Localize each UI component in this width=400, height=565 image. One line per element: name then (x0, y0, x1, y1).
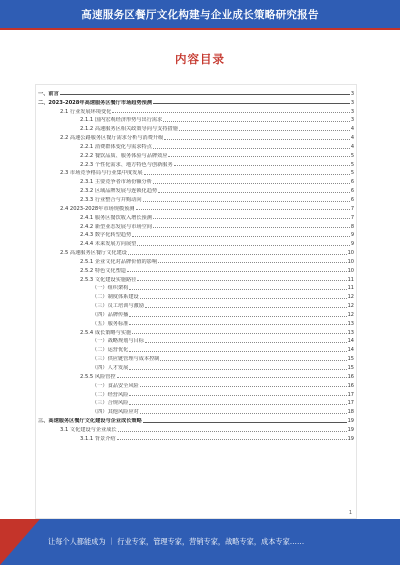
toc-leader-dots (132, 236, 350, 237)
toc-entry[interactable] (36, 318, 358, 327)
toc-entry[interactable] (36, 168, 358, 177)
toc-entry[interactable] (36, 150, 358, 159)
toc-entry-text: 2.1.1 国内宏观经济形势与出行需求 (80, 117, 163, 124)
toc-entry[interactable] (36, 212, 358, 221)
toc-leader-dots (60, 94, 350, 95)
page-number: 1 (348, 510, 352, 516)
toc-entry[interactable] (36, 106, 358, 115)
toc-entry[interactable] (36, 291, 358, 300)
toc-entry[interactable] (36, 274, 358, 283)
toc-leader-dots (168, 156, 349, 157)
toc-entry-page: 8 (350, 223, 354, 230)
toc-entry-text: 2.3 市场竞争格局与行业集中度发展 (60, 170, 143, 177)
toc-entry-page: 11 (347, 285, 354, 292)
toc-entry-text: 2.2.3 个性化需求、地方特色与创新服务 (80, 161, 173, 168)
toc-container (35, 84, 357, 519)
toc-leader-dots (129, 404, 346, 405)
toc-leader-dots (127, 271, 347, 272)
toc-entry-text: （四）其他风险应对 (92, 409, 139, 416)
toc-entry-page: 13 (347, 329, 354, 336)
toc-leader-dots (129, 369, 346, 370)
toc-entry-page: 15 (347, 356, 354, 363)
toc-entry-page: 10 (347, 258, 354, 265)
toc-leader-dots (174, 165, 350, 166)
toc-entry-page: 4 (350, 126, 354, 133)
toc-entry-page: 7 (350, 205, 354, 212)
toc-leader-dots (158, 262, 347, 263)
toc-entry-page: 10 (347, 267, 354, 274)
toc-entry-page: 7 (350, 214, 354, 221)
toc-entry[interactable] (36, 203, 358, 212)
toc-leader-dots (140, 386, 347, 387)
toc-entry-page: 18 (347, 409, 354, 416)
toc-entry-text: 一、前言 (38, 90, 59, 97)
toc-leader-dots (140, 413, 347, 414)
toc-entry-page: 6 (350, 188, 354, 195)
header-divider (0, 28, 400, 30)
toc-entry[interactable] (36, 97, 358, 106)
toc-leader-dots (144, 174, 350, 175)
toc-leader-dots (164, 139, 350, 140)
toc-entry-page: 14 (347, 347, 354, 354)
toc-entry-page: 12 (347, 294, 354, 301)
toc-leader-dots (163, 121, 350, 122)
toc-entry[interactable] (36, 247, 358, 256)
toc-entry-page: 14 (347, 338, 354, 345)
toc-entry-text: （五）服务标准 (92, 320, 129, 327)
toc-entry-page: 10 (347, 250, 354, 257)
toc-entry-text: 2.4.3 数字化转型趋势 (80, 232, 132, 239)
toc-entry-text: （二）运营优化 (92, 347, 129, 354)
toc-entry[interactable] (36, 380, 358, 389)
toc-entry-page: 3 (350, 117, 354, 124)
toc-entry[interactable] (36, 115, 358, 124)
toc-leader-dots (158, 192, 350, 193)
toc-entry-text: （一）食品安全风险 (92, 382, 139, 389)
toc-list (36, 88, 358, 442)
toc-entry-text: 2.4.4 未来发展方向展望 (80, 241, 137, 248)
toc-leader-dots (153, 227, 350, 228)
toc-leader-dots (129, 289, 346, 290)
toc-entry-text: 2.1 行业发展环境变化 (60, 108, 112, 115)
toc-leader-dots (128, 254, 347, 255)
toc-entry-text: 2.2.2 餐饮品质、服务体验与品牌效应 (80, 152, 168, 159)
toc-leader-dots (153, 148, 350, 149)
toc-entry-page: 19 (347, 418, 354, 425)
toc-entry[interactable] (36, 238, 358, 247)
toc-entry-text: 3.1 文化建设与企业成长 (60, 426, 117, 433)
toc-entry[interactable] (36, 389, 358, 398)
toc-entry-text: （一）组织架构 (92, 285, 129, 292)
toc-entry-page: 6 (350, 196, 354, 203)
toc-entry[interactable] (36, 353, 358, 362)
toc-entry-page: 17 (347, 400, 354, 407)
toc-entry-text: （二）制度体系建设 (92, 294, 139, 301)
toc-entry-text: （三）供应链管理与成本控制 (92, 356, 160, 363)
toc-entry-text: 2.5.1 企业文化对品牌价值的影响 (80, 258, 158, 265)
toc-leader-dots (143, 422, 347, 423)
toc-leader-dots (118, 431, 347, 432)
toc-entry-text: 二、2023-2028年高速服务区餐厅市场趋势预测 (38, 99, 153, 106)
toc-entry-text: 2.5 高速服务区餐厅文化建设 (60, 250, 127, 257)
toc-leader-dots (140, 298, 347, 299)
toc-entry[interactable] (36, 344, 358, 353)
toc-entry[interactable] (36, 159, 358, 168)
toc-entry-page: 3 (350, 90, 354, 97)
toc-leader-dots (153, 103, 350, 104)
toc-leader-dots (145, 307, 347, 308)
toc-entry[interactable] (36, 398, 358, 407)
toc-entry[interactable] (36, 424, 358, 433)
footer-slogan: 让每个人都能成为 ｜ 行业专家，管理专家，营销专家，战略专家，成本专家…… (48, 537, 305, 546)
toc-entry-page: 3 (350, 99, 354, 106)
toc-entry-page: 5 (350, 170, 354, 177)
toc-entry-page: 6 (350, 179, 354, 186)
toc-leader-dots (112, 112, 349, 113)
toc-entry-page: 5 (350, 152, 354, 159)
toc-entry[interactable] (36, 194, 358, 203)
toc-leader-dots (129, 316, 346, 317)
toc-entry[interactable] (36, 300, 358, 309)
toc-leader-dots (117, 439, 347, 440)
toc-entry-text: 2.1.2 高速服务区相关政策导向与支持措施 (80, 126, 178, 133)
toc-entry[interactable] (36, 132, 358, 141)
toc-entry[interactable] (36, 265, 358, 274)
toc-entry-text: 2.4 2023-2028年市场规模预测 (60, 205, 135, 212)
toc-leader-dots (132, 333, 346, 334)
toc-entry-page: 11 (347, 276, 354, 283)
toc-entry-text: 2.3.3 行业整合与并购动向 (80, 196, 142, 203)
toc-entry[interactable] (36, 256, 358, 265)
toc-entry-text: 三、高速服务区餐厅文化建设与企业成长策略 (38, 418, 142, 425)
toc-entry-page: 16 (347, 373, 354, 380)
toc-entry[interactable] (36, 176, 358, 185)
toc-entry-page: 19 (347, 426, 354, 433)
toc-leader-dots (137, 245, 349, 246)
toc-entry-text: 2.5.3 文化建设实施路径 (80, 276, 137, 283)
footer-accent (0, 519, 40, 565)
toc-leader-dots (153, 183, 350, 184)
toc-entry[interactable] (36, 141, 358, 150)
toc-leader-dots (145, 342, 347, 343)
toc-leader-dots (129, 351, 346, 352)
report-title: 高速服务区餐厅文化构建与企业成长策略研究报告 (81, 8, 319, 21)
toc-entry-page: 4 (350, 135, 354, 142)
toc-entry-text: 3.1.1 背景介绍 (80, 435, 116, 442)
toc-entry-page: 9 (350, 232, 354, 239)
toc-entry-text: （三）员工培训与激励 (92, 303, 144, 310)
toc-entry[interactable] (36, 362, 358, 371)
toc-entry-page: 13 (347, 320, 354, 327)
toc-entry-page: 12 (347, 311, 354, 318)
toc-entry-page: 19 (347, 435, 354, 442)
toc-entry[interactable] (36, 406, 358, 415)
toc-entry-text: 2.3.1 主要竞争者市场份额分析 (80, 179, 152, 186)
toc-entry-text: （一）战略规划与目标 (92, 338, 144, 345)
toc-leader-dots (143, 201, 350, 202)
toc-entry[interactable] (36, 185, 358, 194)
toc-entry-page: 12 (347, 303, 354, 310)
toc-entry-text: （三）合规风险 (92, 400, 129, 407)
toc-leader-dots (129, 324, 346, 325)
toc-entry-page: 5 (350, 161, 354, 168)
toc-entry[interactable] (36, 230, 358, 239)
toc-entry-text: 2.3.2 区域品牌发展与连锁化趋势 (80, 188, 158, 195)
toc-entry-text: （四）人才发展 (92, 365, 129, 371)
toc-entry[interactable] (36, 433, 358, 442)
toc-entry-text: 2.4.1 服务区餐饮收入增长预测 (80, 214, 152, 221)
report-header-bar (0, 0, 400, 28)
toc-entry[interactable] (36, 221, 358, 230)
toc-heading: 内容目录 (175, 52, 225, 66)
toc-entry-page: 3 (350, 108, 354, 115)
toc-entry-page: 15 (347, 365, 354, 371)
toc-entry-text: 2.4.2 新型业态发展与市场空间 (80, 223, 152, 230)
toc-entry[interactable] (36, 123, 358, 132)
toc-entry-page: 17 (347, 391, 354, 398)
toc-leader-dots (153, 218, 350, 219)
toc-entry-page: 16 (347, 382, 354, 389)
toc-leader-dots (160, 360, 346, 361)
toc-leader-dots (129, 395, 346, 396)
toc-entry-text: 2.2.1 消费群体变化与需求特点 (80, 143, 152, 150)
toc-entry-text: （四）品牌传播 (92, 311, 129, 318)
toc-entry-page: 9 (350, 241, 354, 248)
toc-entry[interactable] (36, 283, 358, 292)
toc-entry[interactable] (36, 309, 358, 318)
toc-entry-text: （二）经营风险 (92, 391, 129, 398)
toc-entry[interactable] (36, 327, 358, 336)
toc-entry-text: 2.5.4 成长策略与实施 (80, 329, 132, 336)
toc-leader-dots (137, 280, 346, 281)
toc-entry[interactable] (36, 88, 358, 97)
toc-leader-dots (179, 130, 350, 131)
toc-entry-text: 2.2 高速公路服务区餐厅需求分析与消费升级 (60, 135, 164, 142)
toc-entry[interactable] (36, 415, 358, 424)
toc-entry-text: 2.5.2 特色文化塑造 (80, 267, 126, 274)
toc-leader-dots (117, 377, 347, 378)
toc-entry[interactable] (36, 336, 358, 345)
toc-entry-page: 4 (350, 143, 354, 150)
toc-entry[interactable] (36, 371, 358, 380)
toc-leader-dots (136, 209, 350, 210)
toc-entry-text: 2.5.5 风险管控 (80, 373, 116, 380)
